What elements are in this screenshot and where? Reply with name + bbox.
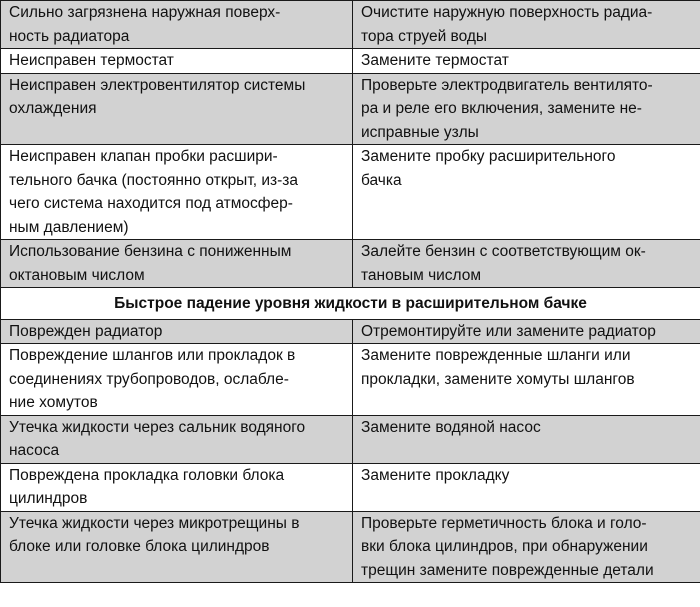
cause-cell: Неисправен электровентилятор системы охлаждения <box>1 73 353 145</box>
cause-cell: Сильно загрязнена наружная поверх- ность радиатора <box>1 1 353 49</box>
cause-cell: Повреждение шлангов или прокладок в соединениях трубопроводов, ослабле- ние хомутов <box>1 344 353 416</box>
table-row <box>1 145 700 240</box>
table-row <box>1 511 700 583</box>
remedy-cell: Отремонтируйте или замените радиатор <box>353 319 700 344</box>
section-title: Быстрое падение уровня жидкости в расширительном бачке <box>1 288 700 320</box>
cause-cell: Поврежден радиатор <box>1 319 353 344</box>
table-row <box>1 415 700 463</box>
remedy-cell: Проверьте герметичность блока и голо- вки блока цилиндров, при обнаружении трещин замените поврежденные детали <box>353 511 700 583</box>
table-row <box>1 49 700 74</box>
table-row <box>1 73 700 145</box>
remedy-cell: Замените термостат <box>353 49 700 74</box>
table-row <box>1 1 700 49</box>
remedy-cell: Замените прокладку <box>353 463 700 511</box>
cause-cell: Использование бензина с пониженным октановым числом <box>1 240 353 288</box>
remedy-cell: Залейте бензин с соответствующим ок- тановым числом <box>353 240 700 288</box>
remedy-cell: Проверьте электродвигатель вентилято- ра и реле его включения, замените не- исправные узлы <box>353 73 700 145</box>
cause-cell: Утечка жидкости через сальник водяного насоса <box>1 415 353 463</box>
remedy-cell: Замените пробку расширительного бачка <box>353 145 700 240</box>
remedy-cell: Замените поврежденные шланги или прокладки, замените хомуты шлангов <box>353 344 700 416</box>
table-row <box>1 463 700 511</box>
remedy-cell: Очистите наружную поверхность радиа- тора струей воды <box>353 1 700 49</box>
table-row <box>1 240 700 288</box>
table-row <box>1 319 700 344</box>
remedy-cell: Замените водяной насос <box>353 415 700 463</box>
cause-cell: Повреждена прокладка головки блока цилиндров <box>1 463 353 511</box>
table-row <box>1 344 700 416</box>
section-header-row <box>1 288 700 320</box>
cause-cell: Неисправен термостат <box>1 49 353 74</box>
cause-cell: Утечка жидкости через микротрещины в блоке или головке блока цилиндров <box>1 511 353 583</box>
cause-cell: Неисправен клапан пробки расшири- тельного бачка (постоянно открыт, из-за чего система находится под атмосфер- ным давлением) <box>1 145 353 240</box>
